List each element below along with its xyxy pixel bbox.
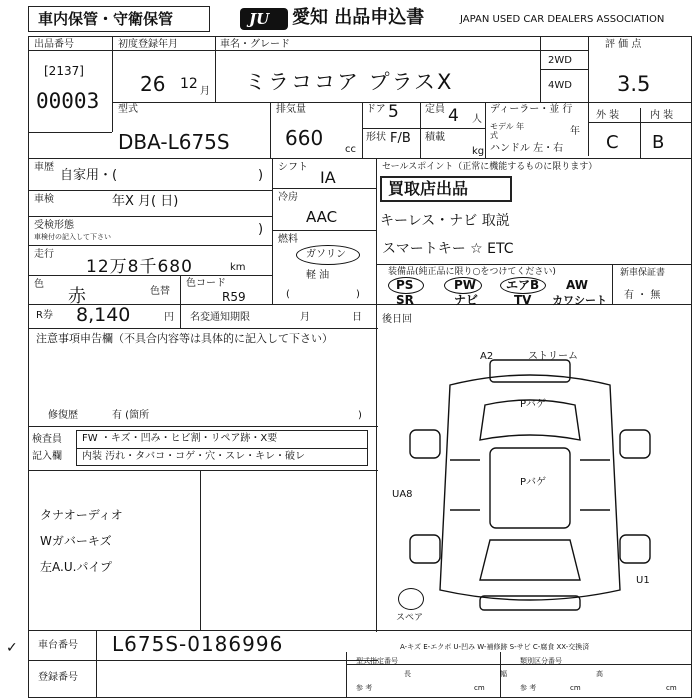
recycle-value: 8,140 [76, 304, 131, 326]
damage-mark-roof: Pバゲ [520, 477, 547, 488]
format-note: 車検付の記入して下さい [34, 233, 111, 241]
equip-ps: PS [396, 278, 414, 292]
damage-mark-hood: Pバゲ [520, 399, 547, 410]
registration-label: 登録番号 [38, 672, 78, 683]
roof [490, 448, 570, 528]
load-label: 積載 [425, 132, 445, 143]
lot-number: 00003 [36, 89, 100, 113]
lot-bracket: [2137] [44, 64, 84, 78]
rear-right-wheel [620, 535, 650, 563]
registration-tick: ✓ [6, 640, 18, 656]
equip-airbag: エアB [506, 278, 540, 292]
doors-label: ドア [366, 104, 386, 115]
storage-label: 車内保管・守衛保管 [38, 10, 174, 28]
inspection-value: 年X 月( 日) [112, 194, 179, 209]
notice-label: 名変通知期限 [190, 312, 250, 323]
height-unit: cm [666, 684, 677, 692]
front-right-wheel [620, 430, 650, 458]
repair-history-label: 修復歴 [48, 410, 78, 421]
front-left-wheel [410, 430, 440, 458]
equip-pw-circle [444, 277, 482, 294]
repair-history-value: 有 (箇所 [112, 410, 150, 421]
width-label: 幅 [500, 670, 507, 678]
color-label: 色 [34, 279, 44, 290]
spec-reference: 参 考 [356, 684, 373, 692]
width-unit: cm [570, 684, 581, 692]
rating-value: 3.5 [617, 72, 651, 96]
mileage-unit: km [230, 262, 246, 273]
equip-leather-seat: カワシート [552, 294, 607, 307]
recycle-unit: 円 [164, 312, 174, 323]
chassis-label: 車台番号 [38, 640, 78, 651]
repair-history-close: ) [358, 410, 362, 421]
mileage-value: 12万8千680 [86, 257, 193, 277]
fuel-paren-open: ( [286, 289, 290, 300]
notice-day: 日 [352, 312, 362, 323]
length-label: 長 [404, 670, 411, 678]
height-label: 高 [596, 670, 603, 678]
history-close: ) [258, 168, 264, 183]
lot-number-label: 出品番号 [34, 39, 74, 50]
new-warranty-values: 有 ・ 無 [624, 290, 661, 301]
fuel-paren-close: ) [356, 289, 360, 300]
format-close: ) [258, 222, 264, 237]
damage-legend: A-キズ E-エクボ U-凹み W-補修跡 S-サビ C-腐食 XX-交換済 [400, 643, 590, 651]
chassis-value: L675S-0186996 [112, 632, 284, 656]
car-name-label: 車名・グレード [220, 39, 290, 50]
sales-points-label: セールスポイント（正常に機能するものに限ります） [382, 162, 598, 172]
category-reference: 参 考 [520, 684, 537, 692]
sales-note-1: キーレス・ナビ 取説 [380, 213, 510, 229]
category-number-label: 類別区分番号 [520, 657, 562, 665]
rating-label: 評 価 点 [605, 39, 642, 50]
shape-value: F/B [390, 131, 411, 146]
color-code-value: R59 [222, 290, 246, 304]
model-year-unit: 年 [570, 126, 580, 137]
first-registration-label: 初度登録年月 [118, 39, 178, 50]
ac-value: AAC [306, 208, 338, 226]
color-change-label: 色替 [150, 286, 170, 297]
spare-label: スペア [396, 613, 424, 623]
equip-ps-circle [388, 277, 424, 294]
rear-left-wheel [410, 535, 440, 563]
codes-row-1: FW ・キズ・凹み・ヒビ割・リペア跡・X要 [82, 433, 278, 444]
drive-2wd: 2WD [548, 55, 572, 66]
equip-navi: ナビ [454, 293, 479, 307]
damage-mark-u1: U1 [636, 575, 650, 586]
exterior-label: 外 装 [596, 110, 620, 121]
displacement-value: 660 [285, 126, 324, 150]
color-code-label: 色コード [186, 278, 226, 289]
car-name-value: ミラココア プラスX [245, 70, 454, 94]
damage-mark-stream: ストリーム [528, 351, 578, 362]
length-unit: cm [474, 684, 485, 692]
equipment-label: 装備品(純正品に限り○をつけてください) [388, 267, 556, 277]
drive-4wd: 4WD [548, 80, 572, 91]
history-value: 自家用・( [60, 168, 118, 183]
equip-pw: PW [454, 278, 477, 292]
damage-mark-a2: A2 [480, 351, 494, 362]
model-value: DBA-L675S [118, 130, 230, 154]
fuel-label: 燃料 [278, 234, 298, 245]
inspection-label: 車検 [34, 194, 54, 205]
dealer-label: ディーラー・並 行 [490, 104, 573, 115]
notes-label: 注意事項申告欄（不具合内容等は具体的に記入して下さい） [36, 332, 333, 345]
history-label: 車歴 [34, 162, 54, 173]
color-value: 赤 [68, 286, 86, 307]
note-line-3: 左A.U.パイプ [40, 560, 113, 574]
ac-label: 冷房 [278, 192, 298, 203]
inspector-label: 検査員 [32, 434, 62, 445]
displacement-unit: cc [345, 144, 356, 155]
equip-airbag-circle [500, 277, 546, 294]
mileage-label: 走行 [34, 249, 54, 260]
model-year-label: モデル 年 式 [490, 122, 525, 140]
codes-row-2: 内装 汚れ・タバコ・コゲ・穴・スレ・キレ・破レ [82, 451, 305, 462]
interior-grade: B [652, 132, 665, 153]
note-line-1: タナオーディオ [40, 508, 123, 522]
association-name: JAPAN USED CAR DEALERS ASSOCIATION [460, 14, 665, 25]
damage-mark-ua8: UA8 [392, 489, 413, 500]
seller-stamp: 買取店出品 [388, 179, 469, 198]
equip-aw: AW [566, 278, 588, 292]
shift-label: シフト [278, 162, 308, 173]
ju-logo: JU [240, 8, 288, 30]
rear-label: 後日回 [382, 314, 412, 325]
first-registration-year: 26 [140, 72, 166, 96]
interior-label: 内 装 [650, 110, 674, 121]
entry-label: 記入欄 [32, 451, 62, 462]
recycle-label: R券 [36, 310, 53, 321]
doors-value: 5 [388, 102, 399, 122]
fuel-diesel: 軽 油 [306, 270, 330, 281]
format-label: 受検形態 [34, 220, 74, 231]
equip-tv: TV [514, 293, 532, 307]
first-registration-month: 12 [180, 76, 198, 92]
exterior-grade: C [606, 132, 619, 153]
form-title: 愛知 出品申込書 [292, 7, 425, 28]
month-unit: 月 [200, 86, 210, 97]
spec-number-label: 型式指定番号 [356, 657, 398, 665]
sales-note-2: スマートキー ☆ ETC [382, 241, 514, 257]
capacity-value: 4 [448, 106, 459, 126]
notice-month: 月 [300, 312, 310, 323]
spare-tire-icon [398, 588, 424, 610]
model-label: 型式 [118, 104, 138, 115]
fuel-gasoline: ガソリン [306, 249, 346, 260]
equip-sr: SR [396, 293, 414, 307]
front-bumper [490, 360, 570, 382]
rear-hatch [480, 540, 580, 580]
displacement-label: 排気量 [276, 104, 306, 115]
shape-label: 形状 [366, 132, 386, 143]
capacity-label: 定員 [425, 104, 445, 115]
load-unit: kg [472, 146, 485, 157]
capacity-unit: 人 [472, 114, 482, 125]
note-line-2: Wガバーキズ [40, 534, 112, 548]
handle-label: ハンドル 左・右 [490, 143, 564, 154]
shift-value: IA [320, 168, 336, 187]
new-warranty-label: 新車保証書 [620, 268, 666, 278]
